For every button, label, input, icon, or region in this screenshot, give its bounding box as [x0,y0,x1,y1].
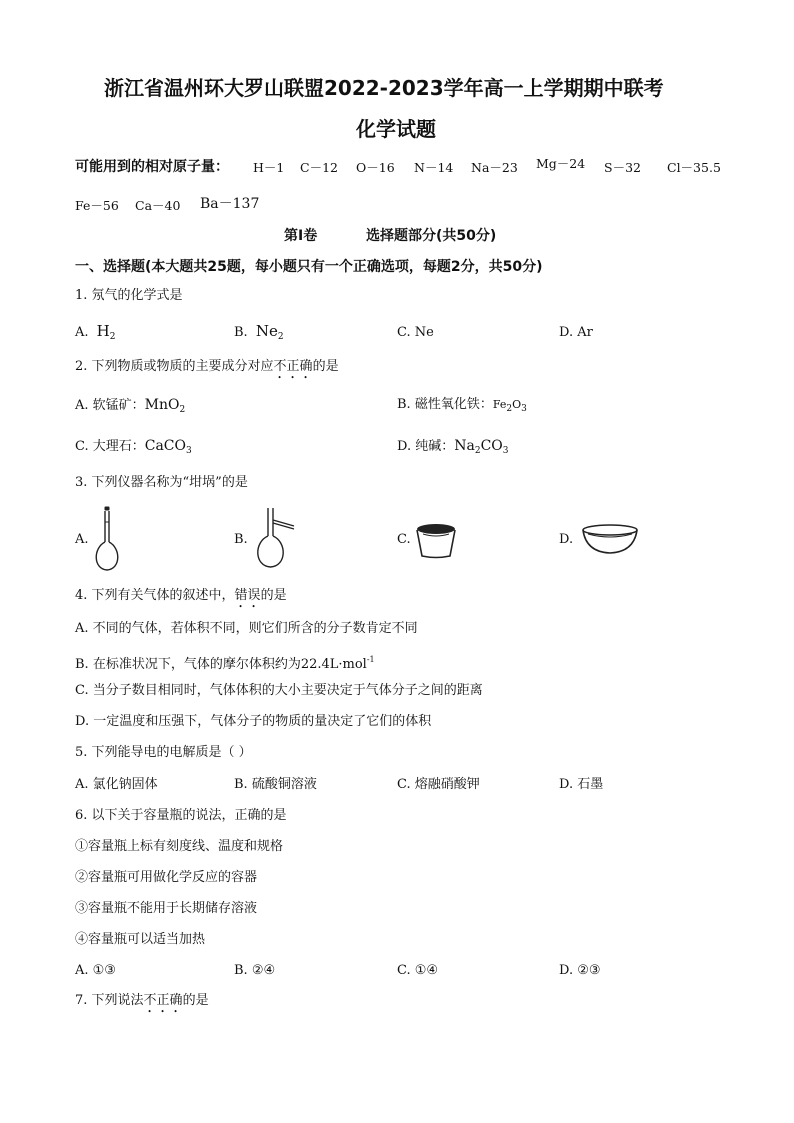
mass-item: S－32 [604,160,641,175]
mass-item: Ca－40 [135,198,181,213]
volumetric-flask-icon [90,506,124,572]
q3-stem: 3. 下列仪器名称为“坩埚”的是 [75,475,248,490]
q4-option-a: A. 不同的气体，若体积不同，则它们所含的分子数肯定不同 [75,621,418,636]
q5-option-c: C. 熔融硝酸钾 [397,777,480,792]
q2-stem: 2. 下列物质或物质的主要成分对应不正确的是 [75,359,339,374]
q3-option-d-label: D. [559,532,574,547]
q3-option-b-label: B. [234,532,248,547]
q6-statement-3: ③容量瓶不能用于长期储存溶液 [75,901,258,916]
q6-statement-1: ①容量瓶上标有刻度线、温度和规格 [75,839,284,854]
evaporating-dish-icon [580,522,640,556]
mass-item: Mg－24 [536,156,586,171]
q6-statement-2: ②容量瓶可用做化学反应的容器 [75,870,258,885]
q2-option-d: D. 纯碱：$Na_2CO_3$ [397,438,509,456]
q7-stem: 7. 下列说法不正确的是 [75,993,209,1008]
mass-item: Cl－35.5 [667,160,721,175]
mass-item: C－12 [300,160,338,175]
q5-option-a: A. 氯化钠固体 [75,777,158,792]
mass-item: H－1 [253,160,285,175]
q6-option-b: B. ②④ [234,963,276,978]
distilling-flask-icon [252,506,298,570]
section-instruction: 一、选择题(本大题共25题，每小题只有一个正确选项，每题2分，共50分) [75,259,543,275]
masses-label: 可能用到的相对原子量： [75,159,229,175]
page-subtitle: 化学试题 [356,117,436,141]
part-label: 第Ⅰ卷 [284,228,318,244]
q1-option-c: C. Ne [397,325,434,340]
q1-stem: 1. 氖气的化学式是 [75,288,183,303]
q3-option-a-label: A. [75,532,89,547]
part-title: 选择题部分(共50分) [366,228,497,244]
q5-option-b: B. 硫酸铜溶液 [234,777,317,792]
mass-item: O－16 [356,160,395,175]
mass-item: N－14 [414,160,454,175]
page-title: 浙江省温州环大罗山联盟2022-2023学年高一上学期期中联考 [104,76,664,100]
mass-item: Fe－56 [75,198,119,213]
mass-item: Na－23 [471,160,518,175]
q4-option-b: B. 在标准状况下，气体的摩尔体积约为22.4L·mol$^{-1}$ [75,655,375,672]
q5-option-d: D. 石墨 [559,777,604,792]
q1-option-d: D. Ar [559,325,593,340]
q4-option-d: D. 一定温度和压强下，气体分子的物质的量决定了它们的体积 [75,714,432,729]
q4-option-c: C. 当分子数目相同时，气体体积的大小主要决定于气体分子之间的距离 [75,683,483,698]
q6-option-a: A. ①③ [75,963,116,978]
q6-option-c: C. ①④ [397,963,439,978]
q2-option-a: A. 软锰矿：MnO$_2$ [75,397,186,415]
q5-stem: 5. 下列能导电的电解质是（ ） [75,745,252,760]
q4-stem: 4. 下列有关气体的叙述中，错误的是 [75,588,287,603]
q3-option-c-label: C. [397,532,411,547]
q6-statement-4: ④容量瓶可以适当加热 [75,932,206,947]
q6-stem: 6. 以下关于容量瓶的说法，正确的是 [75,808,287,823]
q6-option-d: D. ②③ [559,963,601,978]
q2-option-c: C. 大理石：CaCO$_3$ [75,438,192,456]
q1-option-a: A. $H_2$ [75,322,116,342]
q2-option-b: B. 磁性氧化铁：$Fe_2O_3$ [397,397,527,414]
q1-option-b: B. $Ne_2$ [234,322,284,342]
mass-item: Ba－137 [200,196,260,212]
crucible-icon [412,520,460,560]
